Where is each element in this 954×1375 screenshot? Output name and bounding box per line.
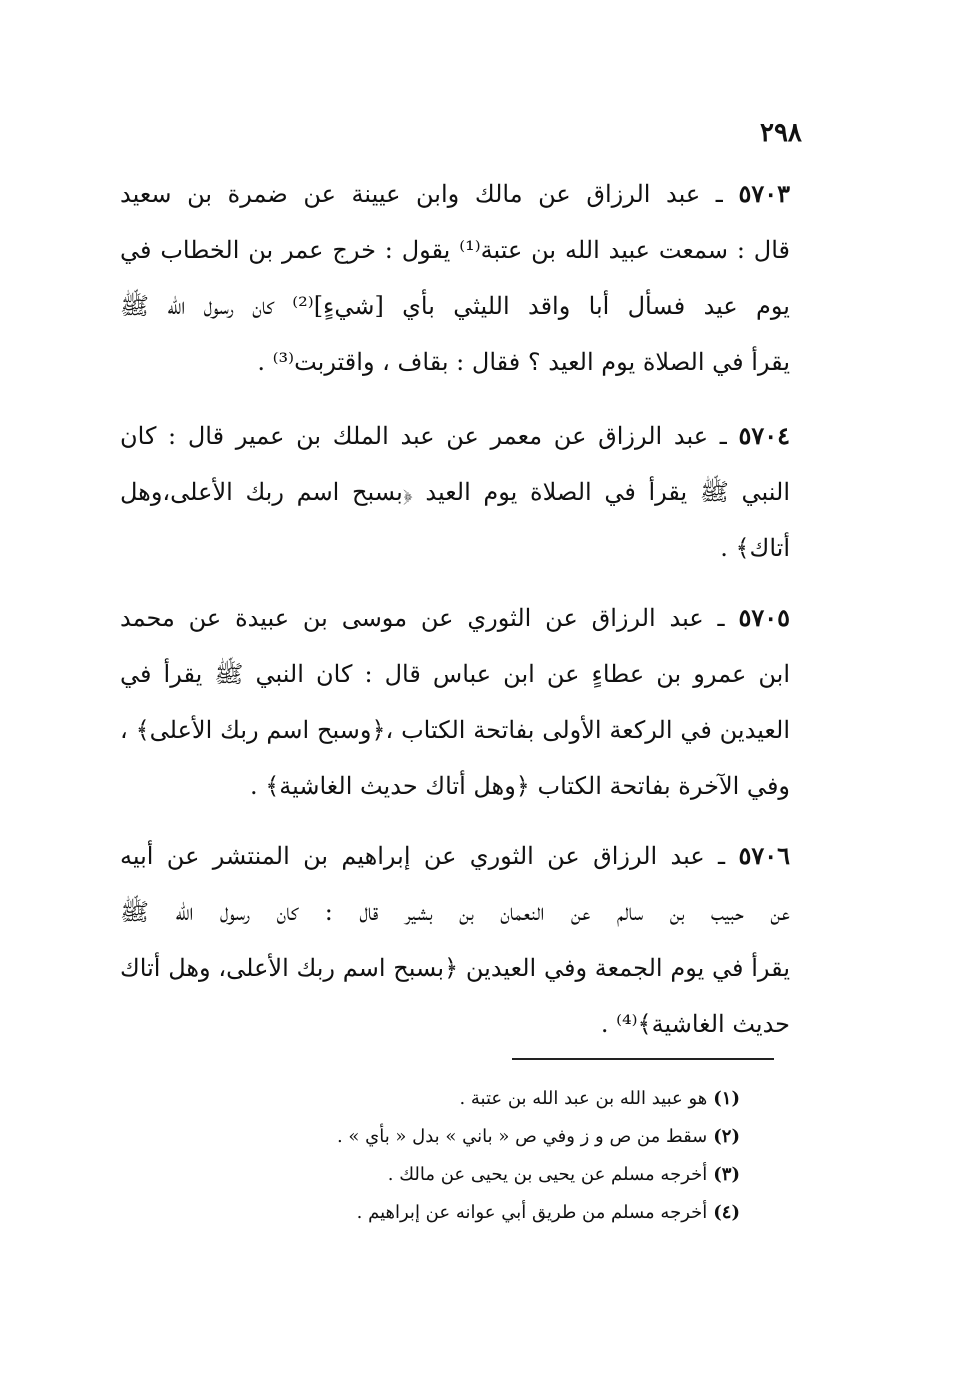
hadith-line: ٥٧٠٣ ـ عبد الرزاق عن مالك وابن عيينة عن ضمرة بن سعيد [120,179,790,208]
hadith-line: ٥٧٠٥ ـ عبد الرزاق عن الثوري عن موسى بن عبيدة عن محمد [120,603,790,632]
footnote [220,1118,740,1156]
hadith-line: قال : سمعت عبيد الله بن عتبة⁽¹⁾ يقول : خرج عمر بن الخطاب في [120,236,790,264]
hadith-number: ٥٧٠٤ [738,421,790,450]
footnote [220,1156,740,1194]
hadith-line: أتاك﴾ . [720,534,790,562]
footnote-marker: (٢) [713,1126,740,1147]
hadith-5706 [120,828,790,1052]
hadith-line: النبي ﷺ يقرأ في الصلاة يوم العيد ﴿بسبح اسم ربك الأعلى،وهل [120,478,790,506]
footnote-marker: (١) [713,1088,740,1109]
footnote [220,1194,740,1232]
hadith-line: يقرأ في يوم الجمعة وفي العيدين ﴿بسبح اسم ربك الأعلى، وهل أتاك [120,954,790,982]
hadith-line: العيدين في الركعة الأولى بفاتحة الكتاب ،﴿وسبح اسم ربك الأعلى﴾ ، [120,716,790,744]
hadith-line: حديث الغاشية﴾⁽⁴⁾ . [600,1010,790,1038]
hadith-5703 [120,166,790,390]
hadith-line: يوم عيد فسأل أبا واقد الليثي بأي [شيءٍ]⁽²⁾ كان رسول الله ﷺ [120,292,790,320]
page-number: ٢٩٨ [760,118,802,148]
hadith-line: وفي الآخرة بفاتحة الكتاب ﴿وهل أتاك حديث الغاشية﴾ . [249,772,790,800]
hadith-number: ٥٧٠٦ [738,841,790,870]
footnote [220,1080,740,1118]
hadith-line: ابن عمرو بن عطاءٍ عن ابن عباس قال : كان النبي ﷺ يقرأ في [120,660,790,688]
hadith-line: عن حبيب بن سالم عن النعمان بن بشير قال : كان رسول الله ﷺ [120,898,790,926]
hadith-line: يقرأ في الصلاة يوم العيد ؟ فقال : بقاف ، واقتربت⁽³⁾ . [257,348,790,376]
footnote-divider [512,1058,774,1060]
hadith-5705 [120,590,790,814]
hadith-5704 [120,408,790,576]
hadith-number: ٥٧٠٣ [738,179,790,208]
hadith-line: ٥٧٠٤ ـ عبد الرزاق عن معمر عن عبد الملك بن عمير قال : كان [120,421,790,450]
footnote-text: أخرجه مسلم عن يحيى بن يحيى عن مالك . [387,1164,708,1185]
footnote-marker: (٤) [713,1202,740,1223]
footnote-text: هو عبيد الله بن عبد الله بن عتبة . [459,1088,708,1109]
footnotes [220,1080,740,1232]
footnote-marker: (٣) [713,1164,740,1185]
hadith-number: ٥٧٠٥ [738,603,790,632]
footnote-text: سقط من ص و ز وفي ص « باني » بدل « بأي » . [336,1126,708,1147]
footnote-text: أخرجه مسلم من طريق أبي عوانه عن إبراهيم . [356,1202,708,1223]
hadith-line: ٥٧٠٦ ـ عبد الرزاق عن الثوري عن إبراهيم بن المنتشر عن أبيه [120,841,790,870]
